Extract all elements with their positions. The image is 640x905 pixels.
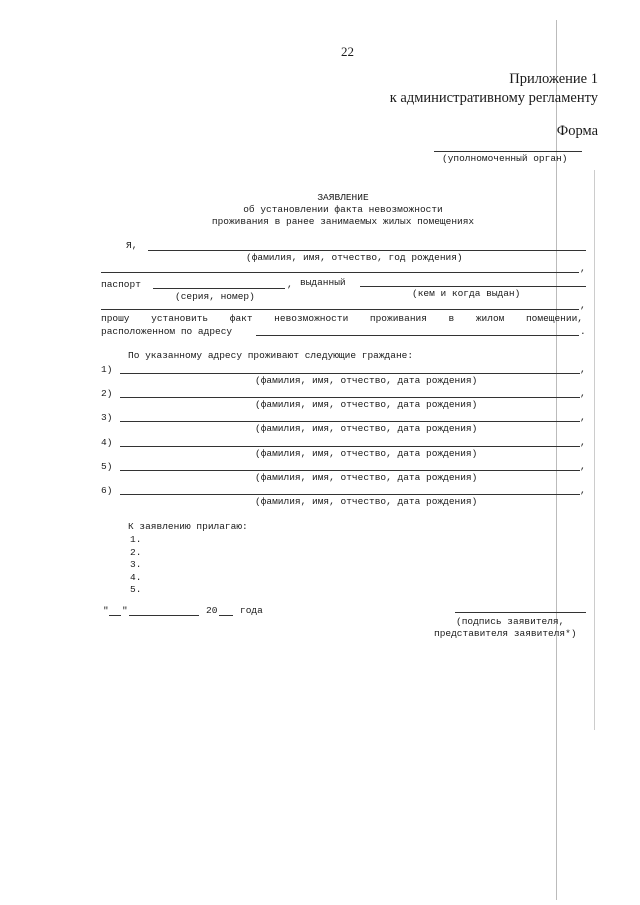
attachment-item: 2. (130, 547, 142, 558)
applicant-hint: (фамилия, имя, отчество, год рождения) (246, 252, 463, 263)
authority-line (434, 151, 582, 152)
resident-hint: (фамилия, имя, отчество, дата рождения) (255, 448, 478, 459)
signature-hint-2: представителя заявителя*) (434, 628, 577, 639)
attachment-item: 1. (130, 534, 142, 545)
passport-series-field[interactable] (153, 288, 285, 289)
date-year-suffix: года (240, 605, 263, 616)
request-word: факт (229, 313, 253, 324)
document-title: ЗАЯВЛЕНИЕ (317, 192, 369, 203)
comma: , (580, 485, 586, 496)
attachment-item: 3. (130, 559, 142, 570)
date-day-field[interactable] (109, 615, 121, 616)
address-field[interactable] (256, 335, 579, 336)
request-word: жилом (475, 313, 505, 324)
request-word: невозможности (274, 313, 349, 324)
resident-hint: (фамилия, имя, отчество, дата рождения) (255, 375, 478, 386)
authority-hint: (уполномоченный орган) (442, 153, 568, 164)
comma: , (580, 461, 586, 472)
resident-number: 6) (101, 485, 113, 496)
resident-field-5[interactable] (120, 470, 580, 471)
comma: , (580, 388, 586, 399)
applicant-prefix: Я, (126, 240, 138, 251)
passport-issued-hint: (кем и когда выдан) (412, 288, 521, 299)
residents-intro: По указанному адресу проживают следующие граждане: (128, 350, 414, 361)
date-year-prefix: 20 (206, 605, 218, 616)
comma: , (580, 300, 586, 311)
applicant-field[interactable] (148, 250, 586, 251)
resident-number: 3) (101, 412, 113, 423)
resident-field-4[interactable] (120, 446, 580, 447)
scan-artifact (556, 20, 557, 900)
request-word: прошу (101, 313, 130, 324)
comma: , (580, 437, 586, 448)
passport-label: паспорт (101, 279, 141, 290)
period: . (580, 326, 586, 337)
appendix-title: Приложение 1 (509, 71, 598, 87)
resident-field-1[interactable] (120, 373, 580, 374)
date-quote-close: " (122, 605, 128, 616)
request-line-1 (101, 313, 583, 324)
heading-line-1: об установлении факта невозможности (243, 204, 443, 215)
passport-series-hint: (серия, номер) (175, 291, 255, 302)
request-word: проживания (369, 313, 427, 324)
passport-issued-field[interactable] (360, 286, 586, 287)
attachments-intro: К заявлению прилагаю: (128, 521, 248, 532)
applicant-field-continuation[interactable] (101, 272, 579, 273)
comma: , (580, 364, 586, 375)
attachment-item: 5. (130, 584, 142, 595)
form-label: Форма (556, 123, 598, 139)
signature-field[interactable] (455, 612, 586, 613)
resident-field-2[interactable] (120, 397, 580, 398)
request-word: в (448, 313, 455, 324)
request-word: помещении, (525, 313, 583, 324)
comma: , (580, 263, 586, 274)
resident-hint: (фамилия, имя, отчество, дата рождения) (255, 472, 478, 483)
resident-number: 1) (101, 364, 113, 375)
resident-hint: (фамилия, имя, отчество, дата рождения) (255, 399, 478, 410)
attachment-item: 4. (130, 572, 142, 583)
signature-hint-1: (подпись заявителя, (456, 616, 565, 627)
scan-artifact (594, 170, 595, 730)
resident-field-3[interactable] (120, 421, 580, 422)
resident-field-6[interactable] (120, 494, 580, 495)
date-month-field[interactable] (129, 615, 199, 616)
resident-number: 5) (101, 461, 113, 472)
page-number: 22 (341, 44, 354, 59)
request-line-2: расположенном по адресу (101, 326, 233, 337)
issued-label: выданный (300, 277, 346, 288)
comma: , (580, 412, 586, 423)
resident-number: 4) (101, 437, 113, 448)
resident-hint: (фамилия, имя, отчество, дата рождения) (255, 423, 478, 434)
date-year-field[interactable] (219, 615, 233, 616)
heading-line-2: проживания в ранее занимаемых жилых помещениях (211, 216, 475, 227)
request-word: установить (151, 313, 209, 324)
resident-number: 2) (101, 388, 113, 399)
appendix-subtitle: к административному регламенту (389, 90, 598, 106)
comma: , (287, 279, 293, 290)
resident-hint: (фамилия, имя, отчество, дата рождения) (255, 496, 478, 507)
passport-field-continuation[interactable] (101, 309, 579, 310)
date-quote-open: " (103, 605, 109, 616)
